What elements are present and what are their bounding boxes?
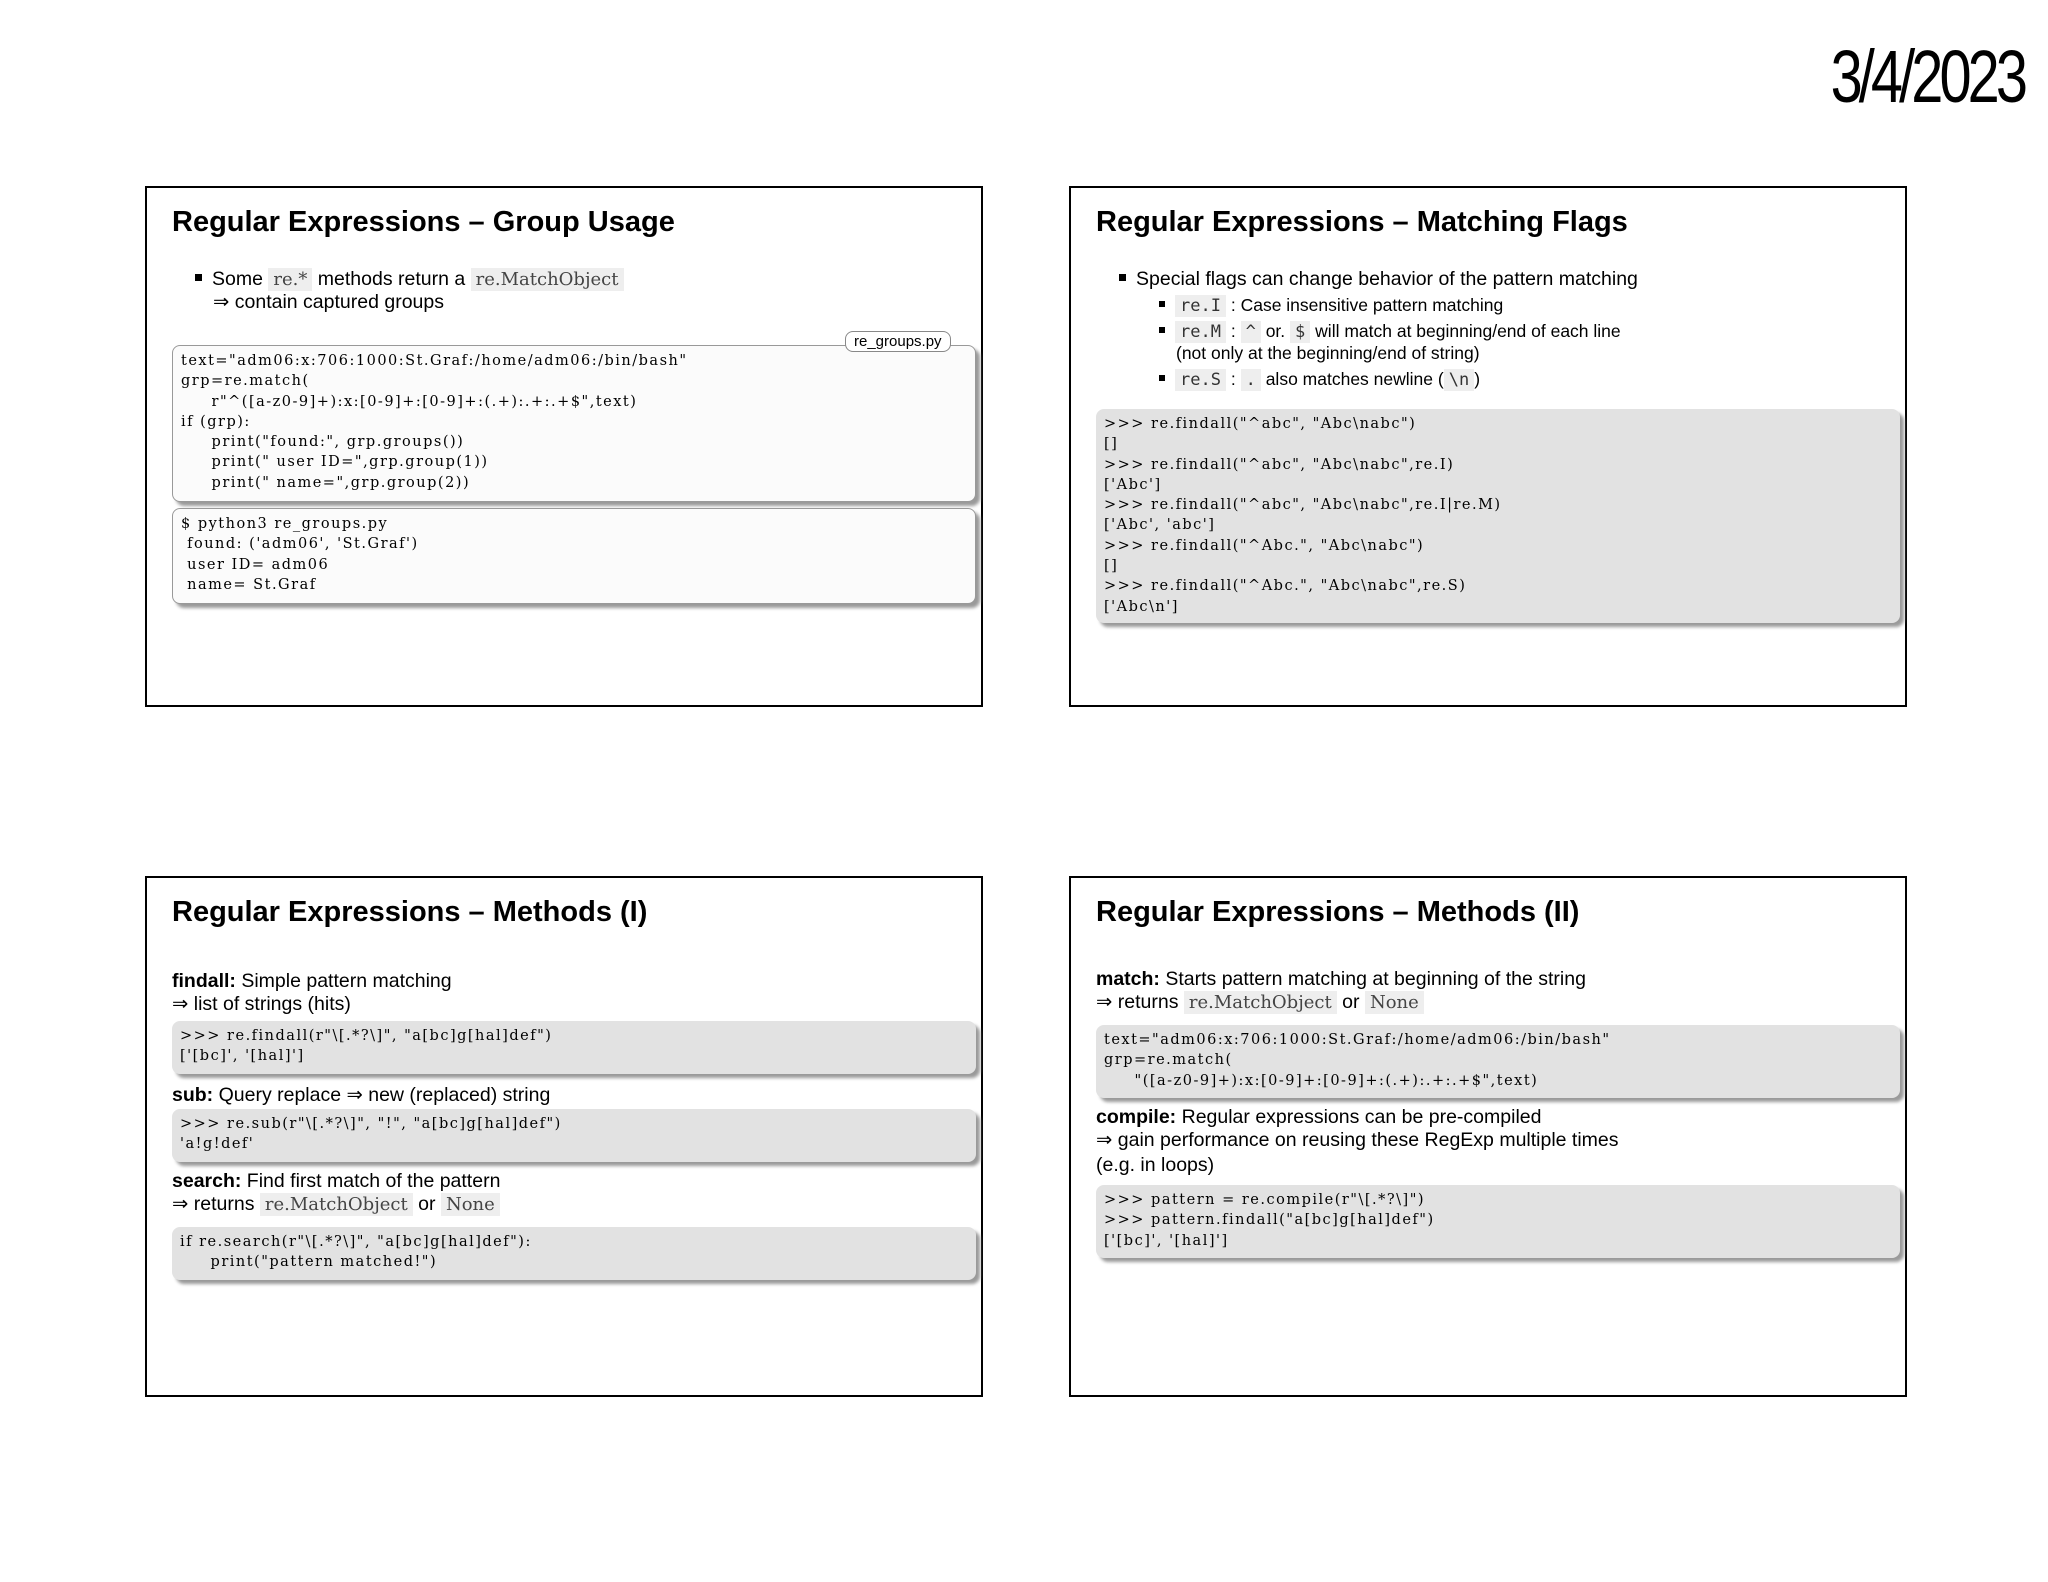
slide-methods-2 <box>1069 876 1907 1397</box>
search-heading: search: Find first match of the pattern <box>172 1170 501 1192</box>
slide-group-usage <box>145 186 983 707</box>
bullet-item: Some re.* methods return a re.MatchObject <box>195 268 624 291</box>
slide-title: Regular Expressions – Methods (I) <box>172 896 648 928</box>
findall-code-block: >>> re.findall(r"\[.*?\]", "a[bc]g[hal]def") ['[bc]', '[hal]'] <box>172 1021 976 1074</box>
inline-code: re.* <box>268 268 312 291</box>
slide-matching-flags <box>1069 186 1907 707</box>
compile-benefit: ⇒ gain performance on reusing these RegExp multiple times <box>1096 1129 1619 1151</box>
print-date: 3/4/2023 <box>1830 35 2024 118</box>
slide-methods-1 <box>145 876 983 1397</box>
bullet-square-icon <box>1159 301 1165 307</box>
output-block: $ python3 re_groups.py found: ('adm06', 'St.Graf') user ID= adm06 name= St.Graf <box>172 508 976 604</box>
code-block: text="adm06:x:706:1000:St.Graf:/home/adm06:/bin/bash" grp=re.match( r"^([a-z0-9]+):x:[0-9]+:[0-9]+:(.+):.+:.+$",text) if (grp): print("found:", grp.groups()) print(" user ID=",grp.group(1)) print(" name=",grp.group(2)) <box>172 345 976 502</box>
slide-title: Regular Expressions – Matching Flags <box>1096 206 1628 238</box>
findall-heading: findall: Simple pattern matching <box>172 970 452 992</box>
bullet-subline: ⇒ contain captured groups <box>213 291 444 313</box>
bullet-square-icon <box>1159 375 1165 381</box>
compile-note: (e.g. in loops) <box>1096 1154 1215 1176</box>
match-result: ⇒ returns re.MatchObject or None <box>1096 991 1424 1014</box>
search-result: ⇒ returns re.MatchObject or None <box>172 1193 500 1216</box>
match-code-block: text="adm06:x:706:1000:St.Graf:/home/adm06:/bin/bash" grp=re.match( "([a-z0-9]+):x:[0-9]+:[0-9]+:(.+):.+:.+$",text) <box>1096 1025 1900 1098</box>
sub-heading: sub: Query replace ⇒ new (replaced) string <box>172 1084 551 1106</box>
compile-heading: compile: Regular expressions can be pre-compiled <box>1096 1106 1542 1128</box>
flag-item-m-line2: (not only at the beginning/end of string) <box>1176 343 1480 363</box>
slide-title: Regular Expressions – Group Usage <box>172 206 675 238</box>
flag-item-m: re.M : ^ or. $ will match at beginning/end of each line <box>1159 320 1621 344</box>
findall-result: ⇒ list of strings (hits) <box>172 993 351 1015</box>
file-name-label: re_groups.py <box>845 331 951 352</box>
flag-item-s: re.S : . also matches newline ( \n ) <box>1159 368 1480 392</box>
inline-code: re.MatchObject <box>471 268 624 291</box>
compile-code-block: >>> pattern = re.compile(r"\[.*?\]") >>> pattern.findall("a[bc]g[hal]def") ['[bc]', '[hal]'] <box>1096 1185 1900 1258</box>
bullet-item: Special flags can change behavior of the pattern matching <box>1119 268 1638 291</box>
slide-title: Regular Expressions – Methods (II) <box>1096 896 1580 928</box>
code-block: >>> re.findall("^abc", "Abc\nabc") [] >>> re.findall("^abc", "Abc\nabc",re.I) ['Abc'] >>> re.findall("^abc", "Abc\nabc",re.I|re.M) ['Abc', 'abc'] >>> re.findall("^Abc.", "Abc\nabc") [] >>> re.findall("^Abc.", "Abc\nabc",re.S) ['Abc\n'] <box>1096 409 1900 623</box>
bullet-square-icon <box>1159 327 1165 333</box>
flag-item-i: re.I : Case insensitive pattern matching <box>1159 294 1503 318</box>
search-code-block: if re.search(r"\[.*?\]", "a[bc]g[hal]def"): print("pattern matched!") <box>172 1227 976 1280</box>
sub-code-block: >>> re.sub(r"\[.*?\]", "!", "a[bc]g[hal]def") 'a!g!def' <box>172 1109 976 1162</box>
bullet-square-icon <box>195 274 202 281</box>
match-heading: match: Starts pattern matching at beginning of the string <box>1096 968 1586 990</box>
bullet-square-icon <box>1119 274 1126 281</box>
